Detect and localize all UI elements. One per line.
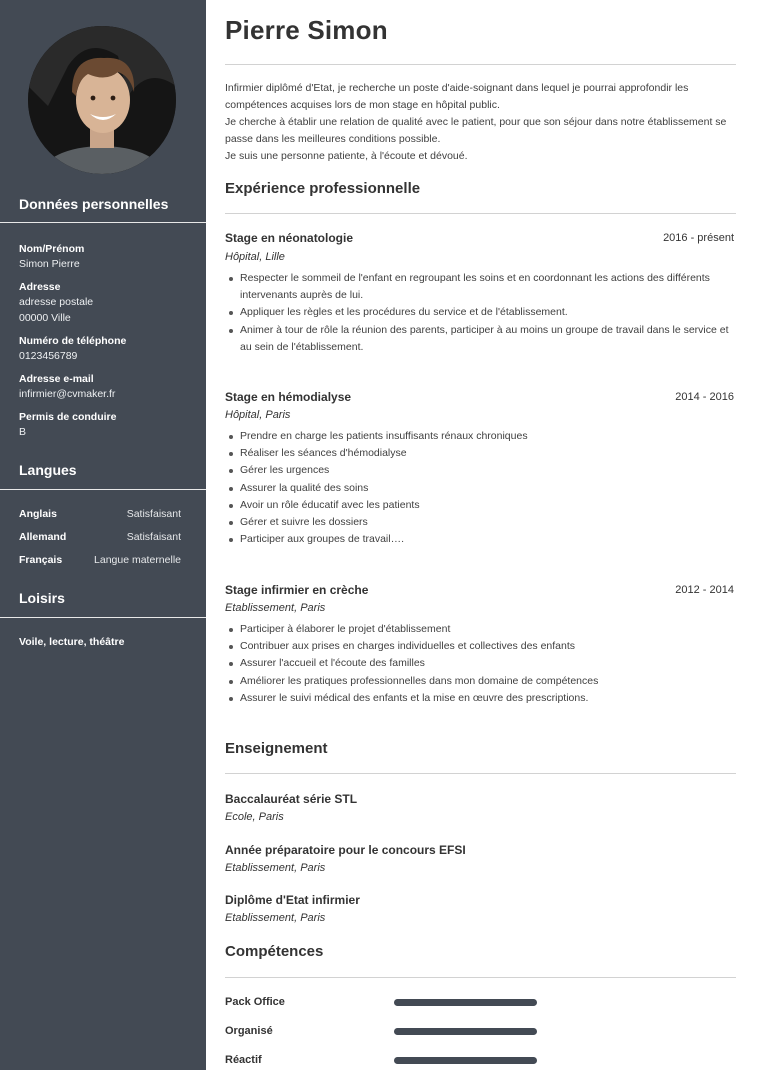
field-value-city: 00000 Ville bbox=[19, 312, 71, 324]
hobbies-heading: Loisirs bbox=[19, 590, 65, 606]
job-dates: 2014 - 2016 bbox=[675, 391, 734, 403]
skill-name: Réactif bbox=[225, 1054, 262, 1066]
job-title: Stage en néonatologie bbox=[225, 231, 354, 245]
experience-heading: Expérience professionnelle bbox=[225, 180, 421, 197]
field-label-email: Adresse e-mail bbox=[19, 373, 94, 385]
education-place: Ecole, Paris bbox=[225, 811, 284, 823]
education-title: Baccalauréat série STL bbox=[225, 792, 358, 806]
divider bbox=[225, 213, 736, 214]
sidebar bbox=[0, 0, 206, 1070]
job-place: Hôpital, Lille bbox=[225, 251, 285, 263]
language-level: Langue maternelle bbox=[94, 554, 181, 566]
summary-line: Je cherche à établir une relation de qualité avec le patient, pour que son séjour dans notre établissement se passe dans les meilleures conditions possible. bbox=[225, 116, 727, 145]
list-item: Respecter le sommeil de l'enfant en regroupant les soins et en coordonnant les actions des différents intervenants auprès de lui. bbox=[240, 270, 740, 304]
education-title: Année préparatoire pour le concours EFSI bbox=[225, 843, 466, 857]
list-item: Avoir un rôle éducatif avec les patients bbox=[240, 497, 740, 514]
summary-line: Infirmier diplômé d'Etat, je recherche un poste d'aide-soignant dans lequel je pourrai approfondir les compétences acquises lors de mon stage en hôpital public. bbox=[225, 82, 689, 111]
language-name: Allemand bbox=[19, 531, 67, 543]
skill-name: Pack Office bbox=[225, 996, 285, 1008]
languages-heading: Langues bbox=[19, 462, 77, 478]
job-dates: 2016 - présent bbox=[663, 232, 734, 244]
summary-line: Je suis une personne patiente, à l'écoute et dévoué. bbox=[225, 150, 468, 162]
list-item: Assurer l'accueil et l'écoute des familles bbox=[240, 655, 740, 672]
skill-bar bbox=[394, 999, 537, 1006]
job-place: Hôpital, Paris bbox=[225, 409, 291, 421]
education-place: Etablissement, Paris bbox=[225, 912, 326, 924]
field-label-name: Nom/Prénom bbox=[19, 243, 85, 255]
job-tasks bbox=[240, 621, 740, 707]
job-tasks bbox=[240, 270, 740, 356]
list-item: Prendre en charge les patients insuffisants rénaux chroniques bbox=[240, 428, 740, 445]
personal-data-heading: Données personnelles bbox=[19, 196, 169, 212]
profile-photo bbox=[28, 26, 176, 174]
skill-name: Organisé bbox=[225, 1025, 273, 1037]
skill-bar bbox=[394, 1028, 537, 1035]
language-name: Français bbox=[19, 554, 63, 566]
skill-bar bbox=[394, 1057, 537, 1064]
profile-summary bbox=[225, 80, 740, 165]
language-row bbox=[19, 508, 181, 520]
divider bbox=[225, 773, 736, 774]
field-label-phone: Numéro de téléphone bbox=[19, 335, 127, 347]
language-row bbox=[19, 531, 181, 543]
list-item: Assurer la qualité des soins bbox=[240, 480, 740, 497]
list-item: Assurer le suivi médical des enfants et la mise en œuvre des prescriptions. bbox=[240, 690, 740, 707]
skill-bar-fill bbox=[394, 1057, 537, 1064]
job-dates: 2012 - 2014 bbox=[675, 584, 734, 596]
skills-heading: Compétences bbox=[225, 943, 324, 960]
divider bbox=[0, 617, 206, 618]
divider bbox=[0, 222, 206, 223]
list-item: Gérer les urgences bbox=[240, 462, 740, 479]
divider bbox=[225, 977, 736, 978]
list-item: Animer à tour de rôle la réunion des parents, participer à au moins un groupe de travail dans le service et au sein de l'établissement. bbox=[240, 322, 740, 356]
job-title: Stage en hémodialyse bbox=[225, 390, 352, 404]
field-value-name: Simon Pierre bbox=[19, 258, 80, 270]
job-title: Stage infirmier en crèche bbox=[225, 583, 369, 597]
divider bbox=[225, 64, 736, 65]
list-item: Participer aux groupes de travail…. bbox=[240, 531, 740, 548]
hobbies-text: Voile, lecture, théâtre bbox=[19, 636, 125, 648]
list-item: Gérer et suivre les dossiers bbox=[240, 514, 740, 531]
portrait-image bbox=[28, 26, 176, 174]
language-level: Satisfaisant bbox=[126, 508, 181, 520]
skill-bar-fill bbox=[394, 999, 537, 1006]
job-tasks bbox=[240, 428, 740, 548]
education-title: Diplôme d'Etat infirmier bbox=[225, 893, 360, 907]
language-row bbox=[19, 554, 181, 566]
list-item: Améliorer les pratiques professionnelles dans mon domaine de compétences bbox=[240, 673, 740, 690]
field-label-license: Permis de conduire bbox=[19, 411, 117, 423]
divider bbox=[0, 489, 206, 490]
skill-bar-fill bbox=[394, 1028, 537, 1035]
education-place: Etablissement, Paris bbox=[225, 862, 326, 874]
list-item: Appliquer les règles et les procédures du service et de l'établissement. bbox=[240, 304, 740, 321]
field-value-license: B bbox=[19, 426, 27, 438]
field-value-email: infirmier@cvmaker.fr bbox=[19, 388, 116, 400]
list-item: Participer à élaborer le projet d'établissement bbox=[240, 621, 740, 638]
field-label-address: Adresse bbox=[19, 281, 61, 293]
candidate-name: Pierre Simon bbox=[225, 15, 388, 45]
job-place: Etablissement, Paris bbox=[225, 602, 326, 614]
field-value-phone: 0123456789 bbox=[19, 350, 78, 362]
list-item: Contribuer aux prises en charges individuelles et collectives des enfants bbox=[240, 638, 740, 655]
education-heading: Enseignement bbox=[225, 740, 328, 757]
field-value-address: adresse postale bbox=[19, 296, 94, 308]
language-name: Anglais bbox=[19, 508, 57, 520]
list-item: Réaliser les séances d'hémodialyse bbox=[240, 445, 740, 462]
language-level: Satisfaisant bbox=[126, 531, 181, 543]
